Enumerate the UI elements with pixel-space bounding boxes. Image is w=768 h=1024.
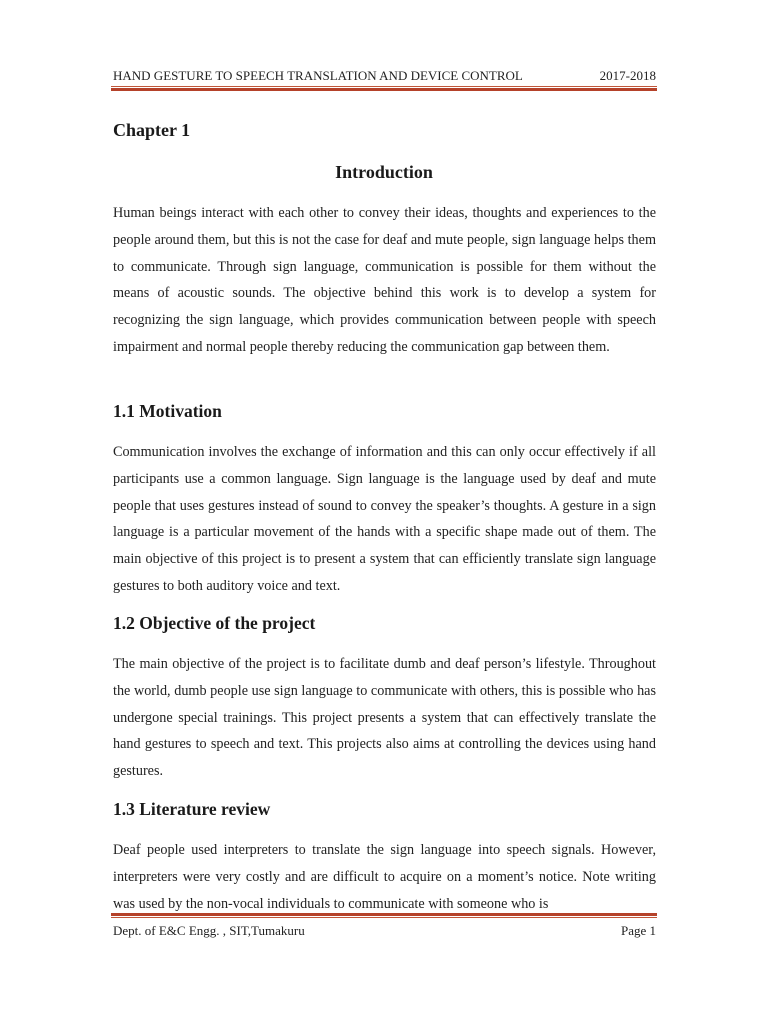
section-heading-objective: 1.2 Objective of the project [113,613,316,633]
section-heading-literature: 1.3 Literature review [113,799,271,819]
section-heading-motivation: 1.1 Motivation [113,401,222,421]
running-footer [113,923,656,939]
header-year: 2017-2018 [599,68,656,83]
header-title: HAND GESTURE TO SPEECH TRANSLATION AND DEVICE CONTROL [113,68,523,83]
page-number: Page 1 [620,923,656,938]
page-title: Introduction [335,162,433,182]
running-header [113,68,656,84]
section-body-motivation: Communication involves the exchange of information and this can only occur effectively if all participants use a common language. Sign language is the language used by deaf and mute people that uses gestures instead of sound to convey the speaker’s thoughts. A gesture in a sign language is a particular movement of the hands with a specific shape made out of them. The main objective of this project is to present a system that can efficiently translate sign language gestures to both auditory voice and text. [113,444,656,594]
section-body-literature: Deaf people used interpreters to translate the sign language into speech signals. However, interpreters were very costly and are difficult to acquire on a moment’s notice. Note writing was used by the non-vocal individuals to communicate with someone who is [113,842,656,912]
footer-rule [111,913,657,919]
header-rule [111,86,657,92]
intro-paragraph: Human beings interact with each other to convey their ideas, thoughts and experiences to the people around them, but this is not the case for deaf and mute people, sign language helps them to communicate. Through sign language, communication is possible for them without the means of acoustic sounds. The objective behind this work is to develop a system for recognizing the sign language, which provides communication between people with speech impairment and normal people thereby reducing the communication gap between them. [113,205,656,355]
footer-dept: Dept. of E&C Engg. , SIT,Tumakuru [113,923,305,938]
section-body-objective: The main objective of the project is to facilitate dumb and deaf person’s lifestyle. Throughout the world, dumb people use sign language to communicate with others, this is possible who has undergone special trainings. This project presents a system that can effectively translate the hand gestures to speech and text. This projects also aims at controlling the devices using hand gestures. [113,656,656,780]
chapter-label: Chapter 1 [113,120,191,140]
